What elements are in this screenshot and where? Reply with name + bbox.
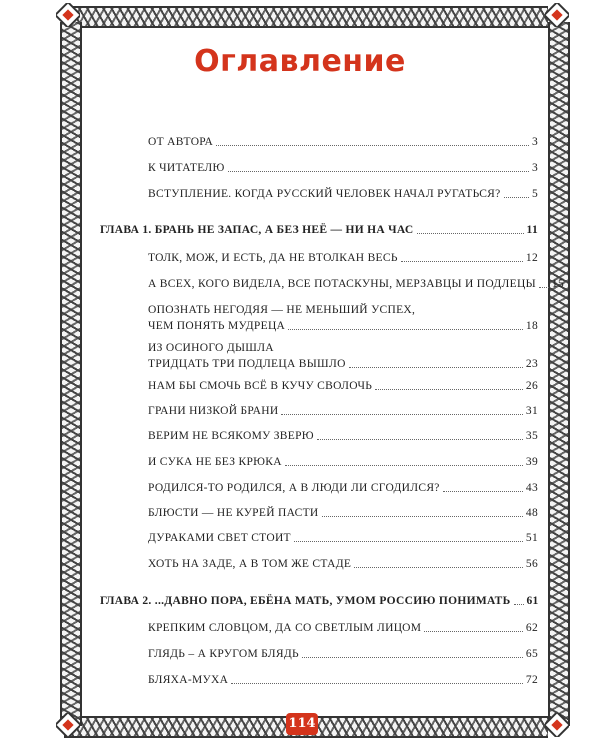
toc-entry[interactable] — [148, 454, 538, 470]
toc-entry-page: 48 — [525, 507, 538, 519]
dot-leader — [317, 439, 523, 440]
dot-leader — [302, 657, 523, 658]
toc-entry[interactable] — [148, 340, 538, 372]
toc-entry-page: 56 — [525, 558, 538, 570]
dot-leader — [288, 329, 523, 330]
toc-entry-title: ГРАНИ НИЗКОЙ БРАНИ — [148, 405, 279, 417]
dot-leader — [294, 541, 523, 542]
toc-entry[interactable] — [148, 556, 538, 572]
dot-leader — [443, 491, 523, 492]
toc-entry-page: 5 — [531, 188, 538, 200]
toc-chapter-title: ГЛАВА 1. БРАНЬ НЕ ЗАПАС, А БЕЗ НЕЁ — НИ НА ЧАС — [100, 224, 414, 236]
toc-entry-page: 35 — [525, 430, 538, 442]
corner-ornament-icon — [56, 3, 80, 27]
toc-entry-page: 72 — [525, 674, 538, 686]
dot-leader — [216, 145, 529, 146]
toc-chapter-entry[interactable] — [100, 593, 538, 609]
toc-entry[interactable] — [148, 530, 538, 546]
toc-entry-title: И СУКА НЕ БЕЗ КРЮКА — [148, 456, 282, 468]
toc-entry[interactable] — [148, 403, 538, 419]
toc-entry-title: БЛЮСТИ — НЕ КУРЕЙ ПАСТИ — [148, 507, 319, 519]
border-right — [548, 22, 570, 726]
toc-entry-page: 26 — [525, 380, 538, 392]
toc-entry-page: 62 — [525, 622, 538, 634]
dot-leader — [285, 465, 523, 466]
toc-entry-title: ОТ АВТОРА — [148, 136, 214, 148]
page-number-badge: 114 — [286, 713, 318, 735]
dot-leader — [424, 631, 523, 632]
dot-leader — [349, 367, 523, 368]
toc-entry-page: 12 — [525, 252, 538, 264]
toc-entry-page: 43 — [525, 482, 538, 494]
toc-entry[interactable] — [148, 505, 538, 521]
toc-entry-page: 23 — [525, 358, 538, 370]
dot-leader — [322, 516, 523, 517]
toc-entry-title: НАМ БЫ СМОЧЬ ВСЁ В КУЧУ СВОЛОЧЬ — [148, 380, 373, 392]
toc-entry-title: РОДИЛСЯ-ТО РОДИЛСЯ, А В ЛЮДИ ЛИ СГОДИЛСЯ? — [148, 482, 440, 494]
border-top — [64, 6, 548, 28]
toc-entry[interactable] — [148, 250, 538, 266]
toc-entry-title-line2: ТРИДЦАТЬ ТРИ ПОДЛЕЦА ВЫШЛО — [148, 358, 346, 370]
toc-entry-title: ДУРАКАМИ СВЕТ СТОИТ — [148, 532, 291, 544]
toc-entry[interactable] — [148, 134, 538, 150]
toc-entry-page: 3 — [531, 162, 538, 174]
toc-entry[interactable] — [148, 428, 538, 444]
toc-entry-title: ТОЛК, МОЖ, И ЕСТЬ, ДА НЕ ВТОЛКАН ВЕСЬ — [148, 252, 398, 264]
dot-leader — [228, 171, 529, 172]
toc-entry[interactable] — [148, 646, 538, 662]
dot-leader — [504, 197, 529, 198]
toc-entry-page: 31 — [525, 405, 538, 417]
toc-entry[interactable] — [148, 276, 565, 292]
toc-entry-page: 11 — [526, 224, 538, 236]
toc-entry-page: 3 — [531, 136, 538, 148]
page-title: Оглавление — [194, 44, 406, 79]
toc-entry[interactable] — [148, 480, 538, 496]
dot-leader — [375, 389, 523, 390]
dot-leader — [539, 287, 549, 288]
border-left — [60, 22, 82, 726]
toc-entry-title: КРЕПКИМ СЛОВЦОМ, ДА СО СВЕТЛЫМ ЛИЦОМ — [148, 622, 422, 634]
toc-entry[interactable] — [148, 302, 538, 334]
dot-leader — [354, 567, 523, 568]
toc-entry[interactable] — [148, 160, 538, 176]
toc-entry-title: БЛЯХА-МУХА — [148, 674, 229, 686]
toc-entry-page: 61 — [526, 595, 539, 607]
toc-entry-page: 51 — [525, 532, 538, 544]
toc-entry-page: 65 — [525, 648, 538, 660]
toc-entry-title: ХОТЬ НА ЗАДЕ, А В ТОМ ЖЕ СТАДЕ — [148, 558, 352, 570]
toc-entry-title: К ЧИТАТЕЛЮ — [148, 162, 225, 174]
toc-entry[interactable] — [148, 186, 538, 202]
corner-ornament-icon — [56, 713, 80, 737]
corner-ornament-icon — [545, 713, 569, 737]
toc-entry[interactable] — [148, 672, 538, 688]
toc-entry-title-line2: ЧЕМ ПОНЯТЬ МУДРЕЦА — [148, 320, 286, 332]
toc-entry-title: ГЛЯДЬ – А КРУГОМ БЛЯДЬ — [148, 648, 299, 660]
corner-ornament-icon — [545, 3, 569, 27]
toc-entry-title: ВЕРИМ НЕ ВСЯКОМУ ЗВЕРЮ — [148, 430, 314, 442]
dot-leader — [281, 414, 522, 415]
toc-entry-title-line1: ИЗ ОСИНОГО ДЫШЛА — [148, 342, 274, 354]
toc-chapter-entry[interactable] — [100, 222, 538, 238]
toc-entry-page: 18 — [525, 320, 538, 332]
toc-entry-title-line1: ОПОЗНАТЬ НЕГОДЯЯ — НЕ МЕНЬШИЙ УСПЕХ, — [148, 304, 416, 316]
toc-entry[interactable] — [148, 620, 538, 636]
dot-leader — [401, 261, 523, 262]
toc-entry-page: 39 — [525, 456, 538, 468]
toc-entry[interactable] — [148, 378, 538, 394]
toc-chapter-title: ГЛАВА 2. ...ДАВНО ПОРА, ЕБЁНА МАТЬ, УМОМ РОССИЮ ПОНИМАТЬ — [100, 595, 511, 607]
dot-leader — [514, 604, 524, 605]
dot-leader — [417, 233, 524, 234]
toc-entry-title: ВСТУПЛЕНИЕ. КОГДА РУССКИЙ ЧЕЛОВЕК НАЧАЛ РУГАТЬСЯ? — [148, 188, 501, 200]
toc-entry-title: А ВСЕХ, КОГО ВИДЕЛА, ВСЕ ПОТАСКУНЫ, МЕРЗАВЦЫ И ПОДЛЕЦЫ — [148, 278, 536, 290]
dot-leader — [231, 683, 523, 684]
toc-entry-page: 15 — [551, 278, 565, 290]
